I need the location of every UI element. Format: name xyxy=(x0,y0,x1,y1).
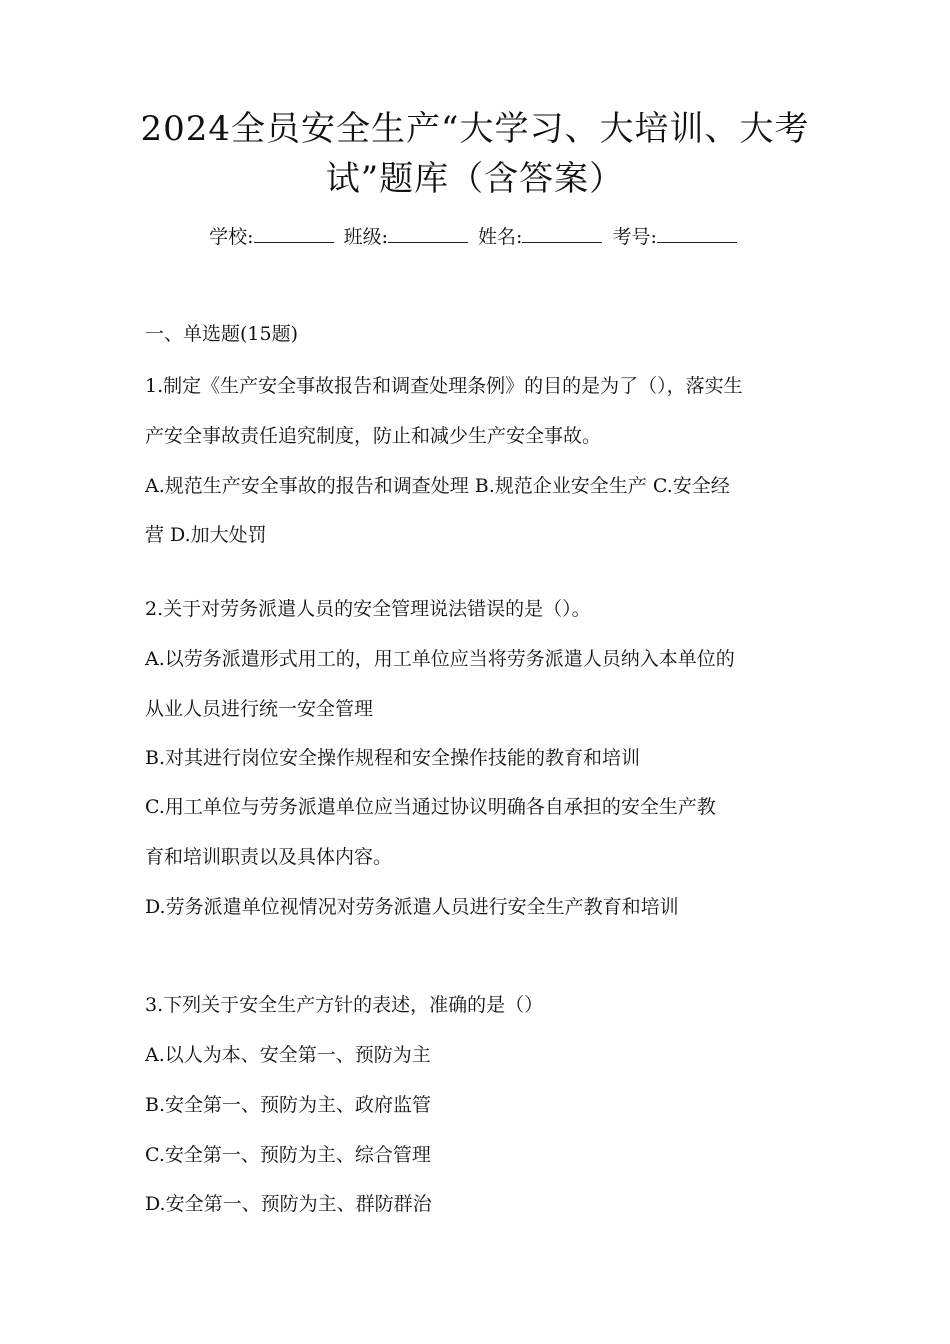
question-1-options-line-1: A.规范生产安全事故的报告和调查处理 B.规范企业安全生产 C.安全经 xyxy=(145,475,730,497)
name-blank xyxy=(522,224,602,243)
question-2-option-c-line-2: 育和培训职责以及具体内容。 xyxy=(145,846,393,868)
title-line-1: 2024全员安全生产“大学习、大培训、大考 xyxy=(140,109,810,149)
question-1-stem-line-1: 1.制定《生产安全事故报告和调查处理条例》的目的是为了（），落实生 xyxy=(145,375,743,397)
question-3-option-b: B.安全第一、预防为主、政府监管 xyxy=(145,1094,432,1116)
question-2-option-b: B.对其进行岗位安全操作规程和安全操作技能的教育和培训 xyxy=(145,747,641,769)
question-3-option-a: A.以人为本、安全第一、预防为主 xyxy=(145,1044,431,1066)
question-3-option-d: D.安全第一、预防为主、群防群治 xyxy=(145,1193,432,1215)
question-2-option-d: D.劳务派遣单位视情况对劳务派遣人员进行安全生产教育和培训 xyxy=(145,896,679,918)
title-line-2: 试”题库（含答案） xyxy=(325,159,625,199)
question-1-stem-line-2: 产安全事故责任追究制度，防止和减少生产安全事故。 xyxy=(145,425,602,447)
school-label: 学校: xyxy=(209,226,254,248)
question-2-option-c-line-1: C.用工单位与劳务派遣单位应当通过协议明确各自承担的安全生产教 xyxy=(145,796,716,818)
section-heading: 一、单选题(15题) xyxy=(145,323,299,345)
class-blank xyxy=(388,224,468,243)
question-3-option-c: C.安全第一、预防为主、综合管理 xyxy=(145,1144,431,1166)
exam-number-label: 考号: xyxy=(612,226,657,248)
question-3-stem: 3.下列关于安全生产方针的表述，准确的是（） xyxy=(145,994,544,1016)
question-2-option-a-line-2: 从业人员进行统一安全管理 xyxy=(145,698,374,720)
question-1-options-line-2: 营 D.加大处罚 xyxy=(145,524,267,546)
question-2-option-a-line-1: A.以劳务派遣形式用工的，用工单位应当将劳务派遣人员纳入本单位的 xyxy=(145,648,735,670)
school-blank xyxy=(254,224,334,243)
exam-number-blank xyxy=(657,224,737,243)
class-label: 班级: xyxy=(343,226,388,248)
student-info-row xyxy=(0,224,950,250)
name-label: 姓名: xyxy=(478,226,523,248)
document-title xyxy=(120,104,830,204)
question-2-stem: 2.关于对劳务派遣人员的安全管理说法错误的是（）。 xyxy=(145,598,591,620)
